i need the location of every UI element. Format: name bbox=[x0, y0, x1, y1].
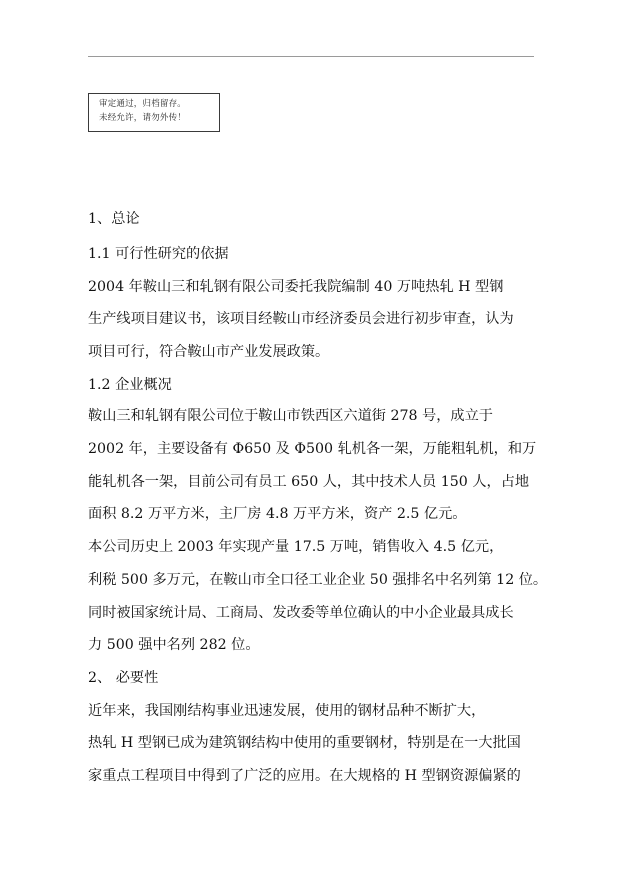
section-2-heading: 2、 必要性 bbox=[88, 670, 159, 686]
section-1-1-heading: 1.1 可行性研究的依据 bbox=[88, 246, 229, 262]
section-1-2-heading: 1.2 企业概况 bbox=[88, 377, 172, 393]
paragraph-line: 热轧 H 型钢已成为建筑钢结构中使用的重要钢材，特别是在一大批国 bbox=[88, 735, 521, 751]
stamp-line-2: 未经允许，请勿外传！ bbox=[99, 113, 187, 123]
paragraph-line: 家重点工程项目中得到了广泛的应用。在大规格的 H 型钢资源偏紧的 bbox=[88, 768, 521, 784]
archive-stamp bbox=[88, 93, 220, 132]
paragraph-line: 能轧机各一架，目前公司有员工 650 人，其中技术人员 150 人，占地 bbox=[88, 474, 530, 490]
paragraph-line: 本公司历史上 2003 年实现产量 17.5 万吨，销售收入 4.5 亿元， bbox=[88, 539, 504, 555]
section-1-heading: 1、总论 bbox=[88, 211, 140, 227]
stamp-line-1: 审定通过，归档留存。 bbox=[99, 99, 187, 109]
header-rule bbox=[88, 56, 534, 57]
paragraph-line: 生产线项目建议书，该项目经鞍山市经济委员会进行初步审查，认为 bbox=[88, 311, 514, 327]
paragraph-line: 同时被国家统计局、工商局、发改委等单位确认的中小企业最具成长 bbox=[88, 605, 514, 621]
paragraph-line: 面积 8.2 万平方米，主厂房 4.8 万平方米，资产 2.5 亿元。 bbox=[88, 506, 467, 522]
paragraph-line: 利税 500 多万元，在鞍山市全口径工业企业 50 强排名中名列第 12 位。 bbox=[88, 572, 548, 588]
paragraph-line: 力 500 强中名列 282 位。 bbox=[88, 637, 260, 653]
paragraph-line: 鞍山三和轧钢有限公司位于鞍山市铁西区六道街 278 号，成立于 bbox=[88, 408, 493, 424]
paragraph-line: 近年来，我国刚结构事业迅速发展，使用的钢材品种不断扩大， bbox=[88, 703, 486, 719]
paragraph-line: 2004 年鞍山三和轧钢有限公司委托我院编制 40 万吨热轧 H 型钢 bbox=[88, 279, 504, 295]
paragraph-line: 项目可行，符合鞍山市产业发展政策。 bbox=[88, 344, 330, 360]
paragraph-line: 2002 年，主要设备有 Φ650 及 Φ500 轧机各一架，万能粗轧机，和万 bbox=[88, 441, 537, 457]
